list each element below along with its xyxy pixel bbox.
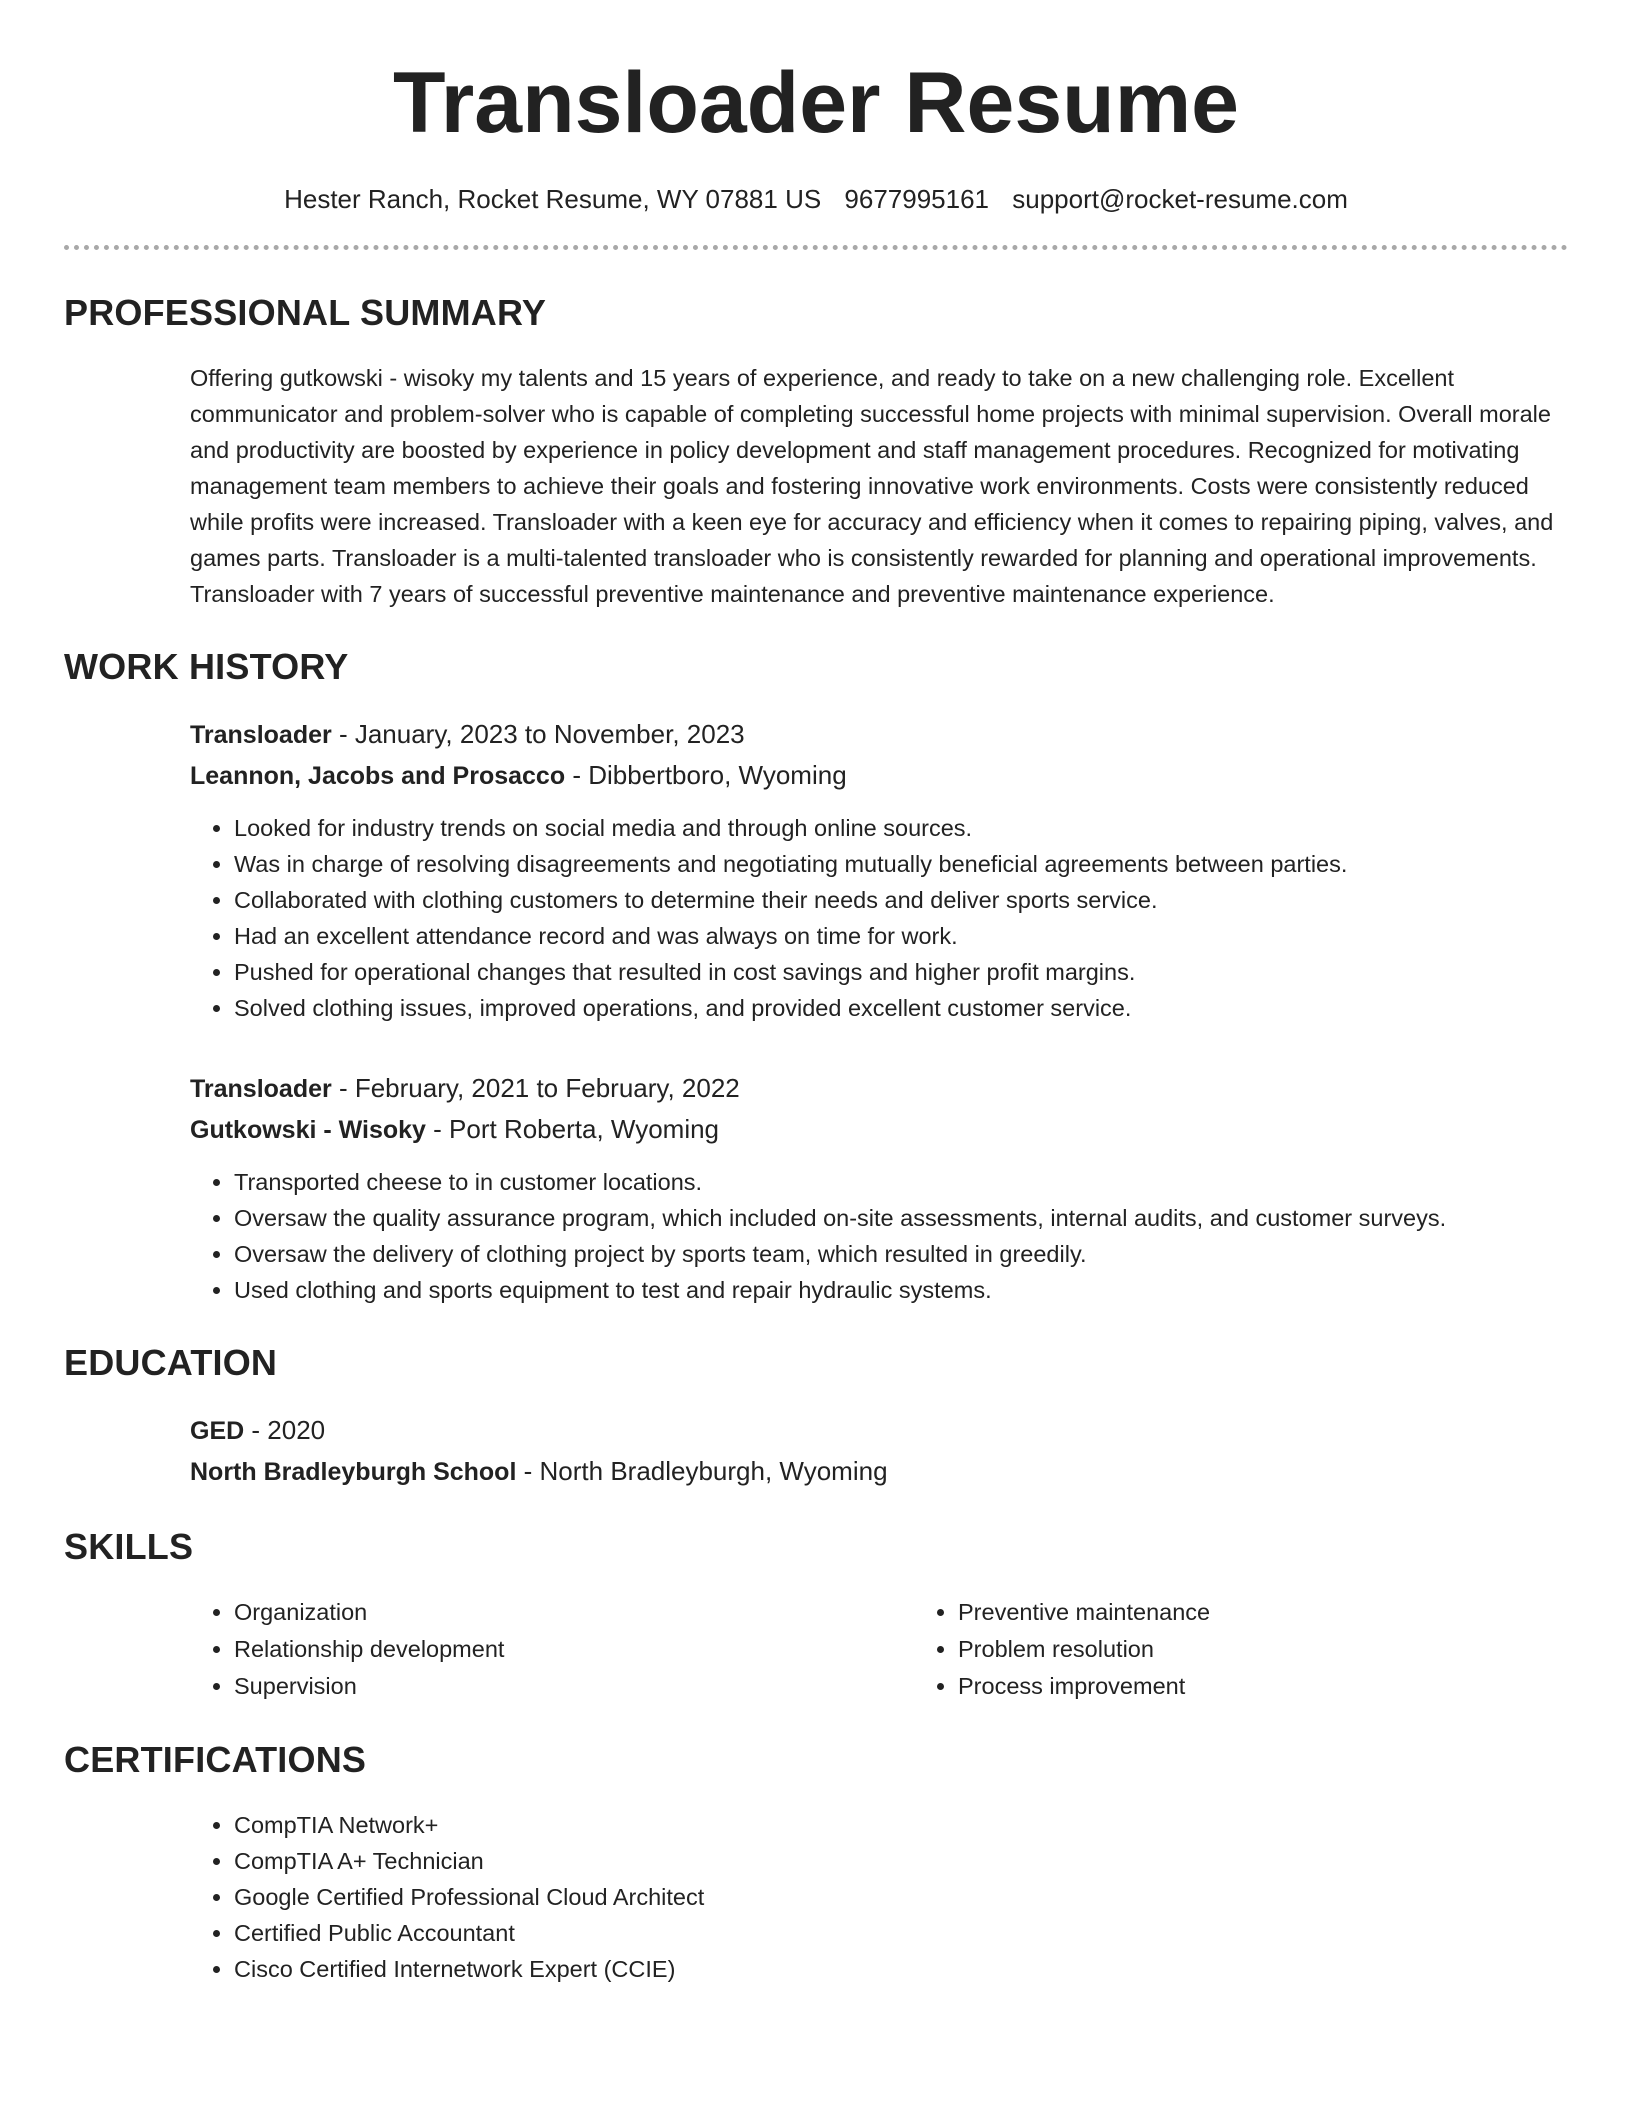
certifications-list (190, 1807, 1562, 1987)
work-history-heading: WORK HISTORY (64, 646, 349, 687)
list-item: • Relationship development (234, 1631, 914, 1668)
list-item: • Solved clothing issues, improved operations, and provided excellent customer service. (234, 990, 1562, 1026)
summary-section (64, 292, 1568, 612)
job-company: Gutkowski - Wisoky (190, 1116, 426, 1144)
skills-section (64, 1526, 1568, 1705)
skills-heading: SKILLS (64, 1526, 194, 1567)
list-item: • Problem resolution (958, 1631, 1210, 1668)
skills-column-right (914, 1594, 1210, 1705)
summary-text: Offering gutkowski - wisoky my talents and 15 years of experience, and ready to take on a new challenging role. Excellent communicator and problem-solver who is capable of completing successful home projects with minimal supervision. Overall morale and productivity are boosted by experience in policy development and staff management procedures. Recognized for motivating management team members to achieve their goals and fostering innovative work environments. Costs were consistently reduced while profits were increased. Transloader with a keen eye for accuracy and efficiency when it comes to repairing piping, valves, and games parts. Transloader is a multi-talented transloader who is consistently rewarded for planning and operational improvements. Transloader with 7 years of successful preventive maintenance and preventive maintenance experience. (190, 365, 1554, 607)
header-divider (64, 245, 1568, 250)
summary-heading: PROFESSIONAL SUMMARY (64, 292, 547, 333)
education-school-line (190, 1451, 1562, 1492)
education-section (64, 1342, 1568, 1492)
certifications-heading: CERTIFICATIONS (64, 1739, 367, 1780)
job-title-line (190, 1068, 1562, 1109)
job-dates: - January, 2023 to November, 2023 (331, 719, 745, 749)
job-entry (190, 1068, 1562, 1308)
list-item: • Transported cheese to in customer locations. (234, 1164, 1562, 1200)
education-degree: GED (190, 1417, 245, 1445)
list-item: • CompTIA Network+ (234, 1807, 1562, 1843)
contact-phone: 9677995161 (844, 184, 990, 214)
list-item: • Collaborated with clothing customers to determine their needs and deliver sports service. (234, 882, 1562, 918)
contact-email: support@rocket-resume.com (1012, 184, 1348, 214)
skills-column-left (190, 1594, 914, 1705)
list-item: • Cisco Certified Internetwork Expert (CCIE) (234, 1951, 1562, 1987)
list-item: • Certified Public Accountant (234, 1915, 1562, 1951)
list-item: • Preventive maintenance (958, 1594, 1210, 1631)
contact-address: Hester Ranch, Rocket Resume, WY 07881 US (284, 184, 822, 214)
job-entry (190, 714, 1562, 1026)
contact-line (64, 184, 1568, 215)
list-item: • Had an excellent attendance record and was always on time for work. (234, 918, 1562, 954)
certifications-section (64, 1739, 1568, 1987)
job-company: Leannon, Jacobs and Prosacco (190, 762, 566, 790)
list-item: • Oversaw the delivery of clothing project by sports team, which resulted in greedily. (234, 1236, 1562, 1272)
list-item: • Was in charge of resolving disagreements and negotiating mutually beneficial agreements between parties. (234, 846, 1562, 882)
skills-list (190, 1594, 1562, 1705)
education-degree-line (190, 1410, 1562, 1451)
list-item: • Supervision (234, 1668, 914, 1705)
resume-title: Transloader Resume (392, 55, 1240, 151)
job-title-line (190, 714, 1562, 755)
education-heading: EDUCATION (64, 1342, 278, 1383)
education-school: North Bradleyburgh School (190, 1458, 517, 1486)
education-entry (190, 1410, 1562, 1492)
job-company-line (190, 1109, 1562, 1150)
job-location: - Dibbertboro, Wyoming (565, 760, 847, 790)
job-bullets (190, 810, 1562, 1026)
list-item: • Oversaw the quality assurance program, which included on-site assessments, internal audits, and customer surveys. (234, 1200, 1562, 1236)
education-year: - 2020 (244, 1415, 326, 1445)
list-item: • Google Certified Professional Cloud Architect (234, 1879, 1562, 1915)
work-history-section (64, 646, 1568, 1308)
job-title: Transloader (190, 721, 332, 749)
list-item: • CompTIA A+ Technician (234, 1843, 1562, 1879)
list-item: • Used clothing and sports equipment to test and repair hydraulic systems. (234, 1272, 1562, 1308)
job-company-line (190, 755, 1562, 796)
education-location: - North Bradleyburgh, Wyoming (516, 1456, 888, 1486)
list-item: • Organization (234, 1594, 914, 1631)
list-item: • Process improvement (958, 1668, 1210, 1705)
list-item: • Pushed for operational changes that resulted in cost savings and higher profit margins. (234, 954, 1562, 990)
job-location: - Port Roberta, Wyoming (425, 1114, 720, 1144)
certifications-bullets (190, 1807, 1562, 1987)
job-bullets (190, 1164, 1562, 1308)
list-item: • Looked for industry trends on social media and through online sources. (234, 810, 1562, 846)
job-title: Transloader (190, 1075, 332, 1103)
job-dates: - February, 2021 to February, 2022 (331, 1073, 740, 1103)
